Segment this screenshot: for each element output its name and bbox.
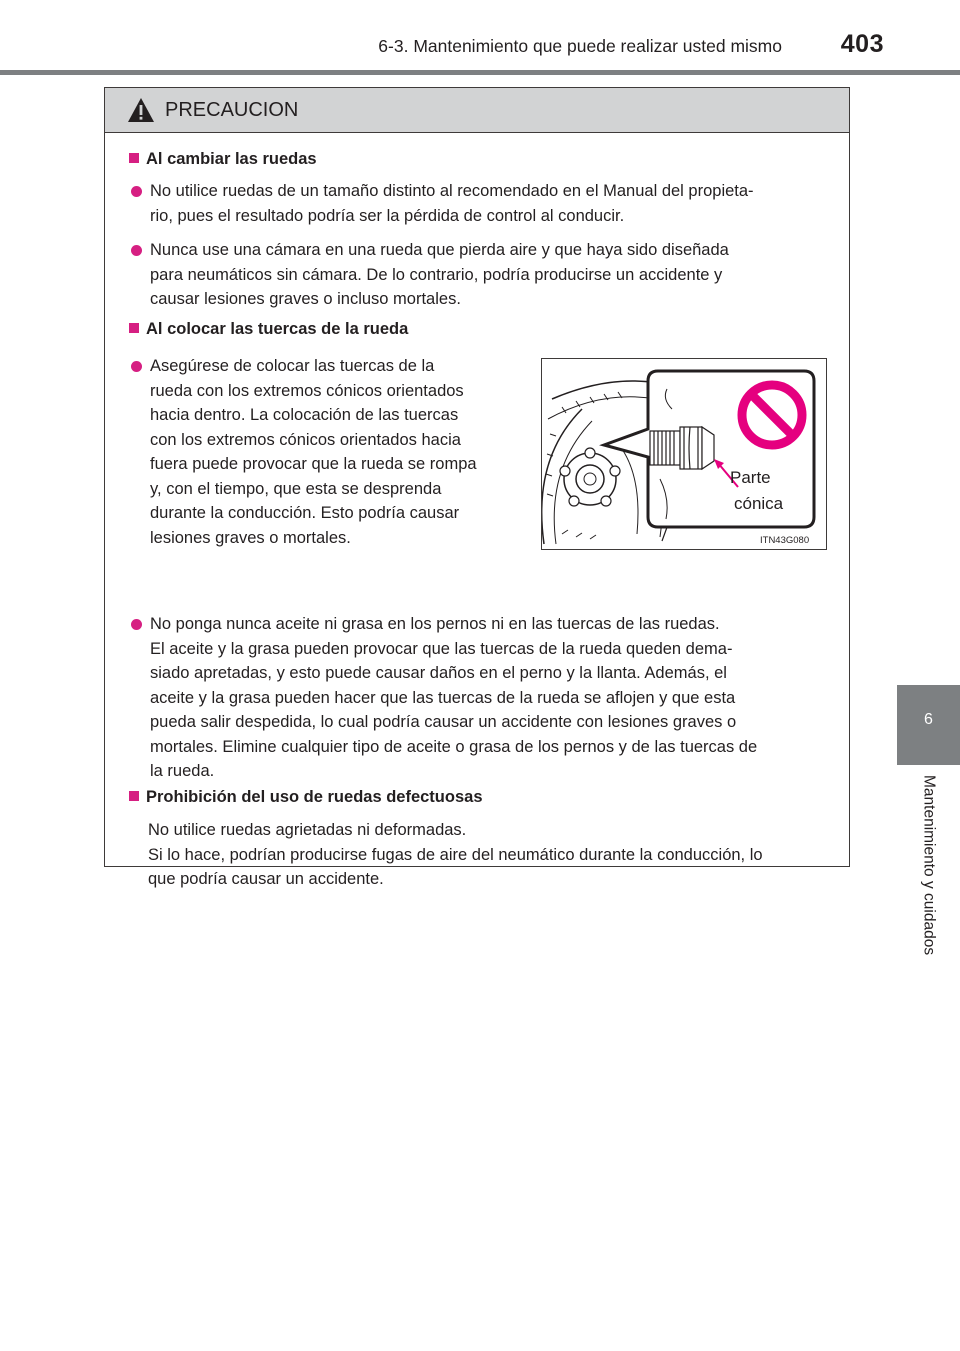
bullet-paragraph: Nunca use una cámara en una rueda que pierda aire y que haya sido diseñada para neumáticos sin cámara. De lo contrario, podría producirse un accidente y causar lesiones graves o incluso mortales.: [150, 241, 729, 308]
illustration-label-line2: cónica: [734, 494, 784, 513]
page-number: 403: [840, 30, 884, 58]
header-rule: [0, 70, 960, 75]
bullet-paragraph: No utilice ruedas de un tamaño distinto al recomendado en el Manual del propieta- rio, pues el resultado podría ser la pérdida de control al conducir.: [150, 182, 754, 225]
wheel-nut-illustration: [541, 358, 827, 550]
round-bullet-icon: [131, 186, 142, 197]
round-bullet-icon: [131, 361, 142, 372]
square-bullet-icon: [129, 153, 139, 163]
round-bullet-icon: [131, 245, 142, 256]
bullet-paragraph: Asegúrese de colocar las tuercas de la rueda con los extremos cónicos orientados hacia dentro. La colocación de las tuercas con los extremos cónicos orientados hacia fuera puede provocar que la rueda se rompa y, con el tiempo, que esta se desprenda durante la conducción. Esto podría causar lesiones graves o mortales.: [150, 357, 477, 547]
chapter-number: 6: [924, 711, 933, 728]
caution-header: [105, 88, 849, 133]
caution-box: [104, 87, 850, 888]
square-bullet-icon: [129, 791, 139, 801]
section-title: 6-3. Mantenimiento que puede realizar usted mismo: [378, 36, 782, 56]
section-heading: Al cambiar las ruedas: [129, 150, 317, 169]
warning-icon: [127, 97, 155, 123]
round-bullet-icon: [131, 619, 142, 630]
section-paragraph: No utilice ruedas agrietadas ni deformadas. Si lo hace, podrían producirse fugas de aire del neumático durante la conducción, lo que podría causar un accidente.: [148, 821, 763, 888]
chapter-tab: [897, 685, 960, 765]
section-heading: Prohibición del uso de ruedas defectuosas: [129, 788, 483, 807]
square-bullet-icon: [129, 323, 139, 333]
section-heading: Al colocar las tuercas de la rueda: [129, 320, 408, 339]
wheel-nut-drawing: [542, 359, 826, 549]
illustration-label-line1: Parte: [730, 468, 771, 487]
bullet-paragraph: No ponga nunca aceite ni grasa en los pernos ni en las tuercas de las ruedas. El aceite y la grasa pueden provocar que las tuercas de la rueda queden dema- siado apretadas, y esto puede causar daños en el perno y la llanta. Además, el aceite y la grasa pueden hacer que las tuercas de la rueda se aflojen y que esta pueda salir despedida, lo cual podría causar un accidente con lesiones graves o mortales. Elimine cualquier tipo de aceite o grasa de los pernos y de las tuercas de la rueda.: [150, 615, 758, 780]
caution-title: PRECAUCION: [165, 99, 299, 121]
illustration-code: ITN43G080: [760, 535, 810, 546]
chapter-title: Mantenimiento y cuidados: [920, 775, 938, 956]
chapter-title-vertical: [897, 775, 960, 995]
